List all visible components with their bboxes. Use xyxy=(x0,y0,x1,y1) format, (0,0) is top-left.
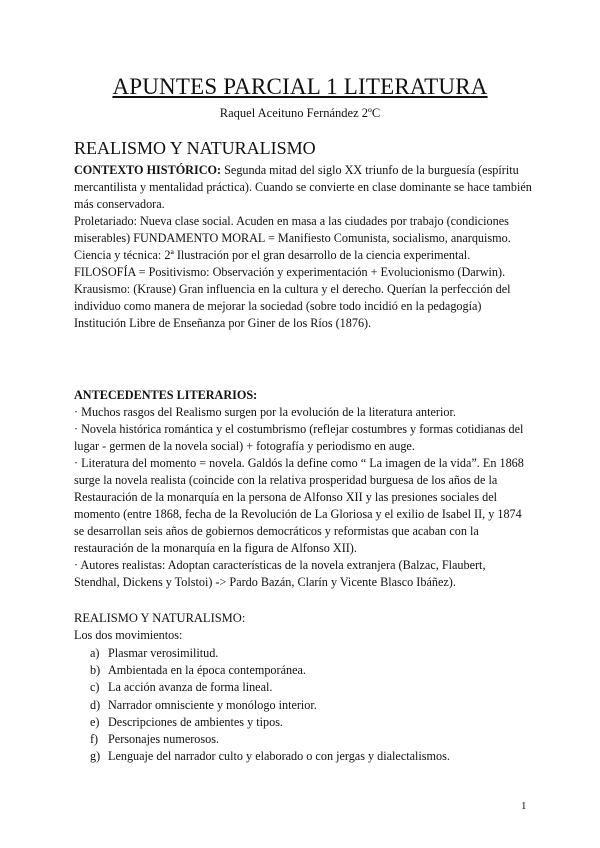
antecedentes-p4: · Autores realistas: Adoptan características de la novela extranjera (Balzac, Flaubert, Stendhal, Dickens y Tolstoi) -> Pardo Bazán, Clarín y Vicente Blasco Ibáñez). xyxy=(74,558,486,589)
list-item-text: Personajes numerosos. xyxy=(108,732,220,747)
list-item xyxy=(74,731,534,748)
author-line: Raquel Aceituno Fernández 2ºC xyxy=(219,106,381,120)
list-intro: Los dos movimientos: xyxy=(74,628,183,642)
list-item xyxy=(74,662,534,679)
list-marker: b) xyxy=(90,663,101,678)
subsection-heading: REALISMO Y NATURALISMO: xyxy=(74,611,246,625)
antecedentes-p2: · Novela histórica romántica y el costumbrismo (reflejar costumbres y formas cotidianas del lugar - germen de la novela social) + fotografía y periodismo en auge. xyxy=(74,422,524,453)
list-marker: d) xyxy=(90,697,101,712)
list-item xyxy=(74,697,534,714)
list-item-text: Ambientada en la época contemporánea. xyxy=(108,663,306,678)
ciencia-paragraph: Ciencia y técnica: 2ª Ilustración por el gran desarrollo de la ciencia experimental. FILOSOFÍA = Positivismo: Observación y experimentación + Evolucionismo (Darwin). xyxy=(74,248,506,279)
list-item xyxy=(74,679,534,696)
list-item xyxy=(74,714,534,731)
proletariado-paragraph: Proletariado: Nueva clase social. Acuden en masa a las ciudades por trabajo (condiciones miserables) FUNDAMENTO MORAL = Manifiesto Comunista, socialismo, anarquismo. xyxy=(74,214,511,245)
list-item-text: Lenguaje del narrador culto y elaborado o con jergas y dialectalismos. xyxy=(108,749,450,764)
list-item xyxy=(74,748,534,765)
contexto-block xyxy=(74,162,534,332)
section-heading: REALISMO Y NATURALISMO xyxy=(74,138,316,158)
contexto-label: CONTEXTO HISTÓRICO: xyxy=(74,163,222,177)
list-marker: a) xyxy=(90,646,100,660)
list-marker: f) xyxy=(90,732,99,747)
contexto-text: Segunda mitad del siglo XX triunfo de la burguesía (espíritu mercantilista y mentalidad práctica). Cuando se convierte en clase dominante se hace también más conservadora. xyxy=(74,163,532,211)
document-title: APUNTES PARCIAL 1 LITERATURA xyxy=(112,74,488,99)
list-item-text: La acción avanza de forma lineal. xyxy=(108,680,273,695)
antecedentes-block xyxy=(74,387,534,591)
list-marker: g) xyxy=(90,749,101,764)
antecedentes-p1: · Muchos rasgos del Realismo surgen por la evolución de la literatura anterior. xyxy=(74,405,456,419)
characteristics-list xyxy=(74,645,534,765)
list-marker: c) xyxy=(90,680,100,695)
list-marker: e) xyxy=(90,714,100,729)
contexto-paragraph xyxy=(74,162,534,213)
list-item-text: Plasmar verosimilitud. xyxy=(108,646,219,660)
list-item-text: Descripciones de ambientes y tipos. xyxy=(108,714,283,729)
antecedentes-label: ANTECEDENTES LITERARIOS: xyxy=(74,388,258,402)
antecedentes-p3: · Literatura del momento = novela. Galdós la define como “ La imagen de la vida”. En 1868 surge la novela realista (coincide con la relativa prosperidad burguesa de los años de la Restauración de la monarquía en la persona de Alfonso XII y las presiones sociales del momento (entre 1868, fecha de la Revolución de La Gloriosa y el exilio de Isabel II, y 1874 se desarrollan seis años de gobiernos democráticos y reformistas que acaban con la restauración de la monarquía en la figura de Alfonso XII). xyxy=(74,456,524,555)
list-item-text: Narrador omnisciente y monólogo interior. xyxy=(108,697,317,712)
page-number: 1 xyxy=(521,800,527,812)
krausismo-paragraph: Krausismo: (Krause) Gran influencia en la cultura y el derecho. Querían la perfección del individuo como manera de mejorar la sociedad (sobre todo incidió en la pedagogía) Institución Libre de Enseñanza por Giner de los Ríos (1876). xyxy=(74,282,511,330)
list-item xyxy=(74,645,534,662)
